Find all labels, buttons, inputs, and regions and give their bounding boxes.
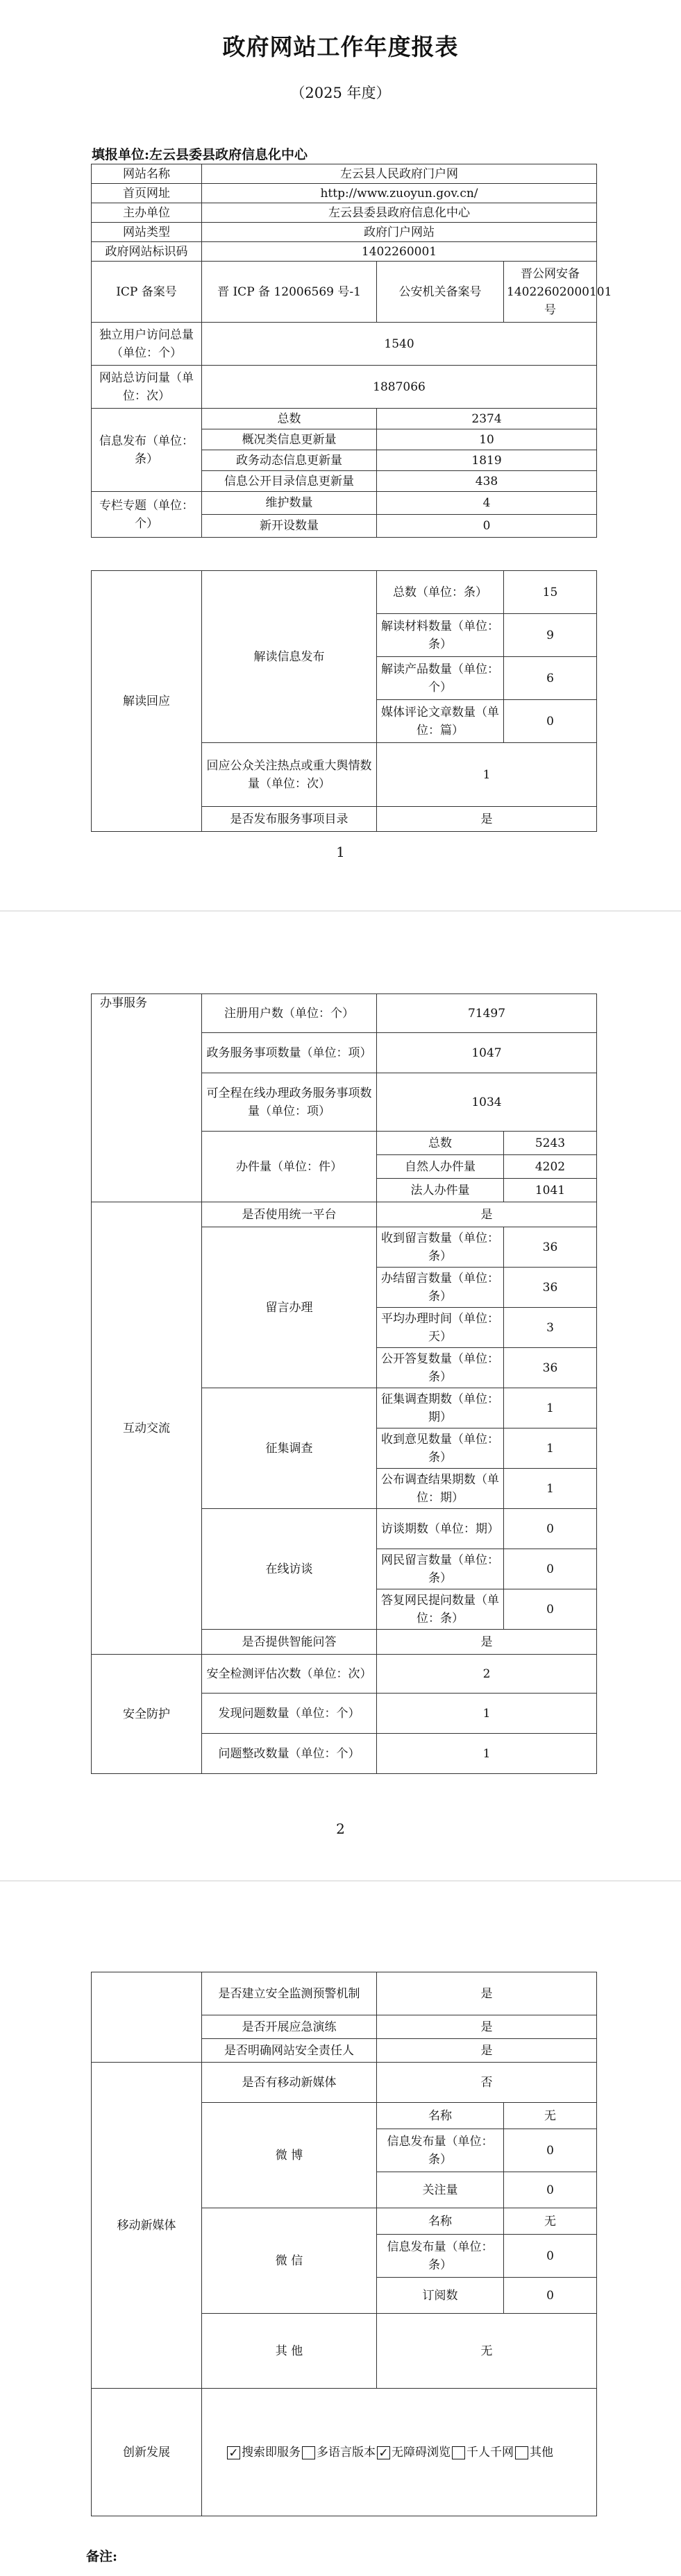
value-online-items: 1034 [377,1073,597,1132]
label-wechat-posts: 信息发布量（单位：条） [377,2235,504,2278]
value-drill: 是 [377,2015,597,2039]
notes-label: 备注: [86,2549,118,2564]
value-weibo-posts: 0 [504,2129,597,2172]
label-info-catalog: 信息公开目录信息更新量 [202,471,377,492]
label-msg-public: 公开答复数量（单位：条） [377,1348,504,1388]
page-2 [0,912,681,1880]
label-office-service: 办事服务 [92,994,202,1202]
report-table-page2 [91,993,597,1202]
option-label: 无障碍浏览 [392,2445,451,2459]
report-table-page1 [91,164,612,538]
label-home-url: 首页网址 [92,184,202,203]
value-handle-legal: 1041 [504,1179,597,1202]
label-wechat-subs: 订阅数 [377,2278,504,2314]
value-service-catalog: 是 [377,807,597,832]
label-talk-periods: 访谈期数（单位：期） [377,1509,504,1549]
value-interp-media: 0 [504,700,597,743]
value-survey-results: 1 [504,1469,597,1509]
label-info-total: 总数 [202,409,377,429]
label-handle-person: 自然人办件量 [377,1155,504,1179]
label-interaction: 互动交流 [92,1202,202,1655]
value-unified-platform: 是 [377,1202,597,1227]
label-survey: 征集调查 [202,1388,377,1509]
label-msg-recv: 收到留言数量（单位：条） [377,1227,504,1268]
value-info-news: 1819 [377,450,597,471]
value-psb: 晋公网安备 14022602000101 号 [504,262,597,323]
label-weibo-name: 名称 [377,2103,504,2129]
value-site-type: 政府门户网站 [202,223,597,242]
report-year: （2025 年度） [290,85,391,101]
innovation-options [202,2389,597,2516]
label-monitor: 是否建立安全监测预警机制 [202,1972,377,2015]
label-service-items: 政务服务事项数量（单位：项） [202,1033,377,1073]
value-msg-recv: 36 [504,1227,597,1268]
value-handle-person: 4202 [504,1155,597,1179]
label-handle: 办件量（单位：件） [202,1132,377,1202]
value-info-total: 2374 [377,409,597,429]
interaction-table [91,1202,597,1774]
value-host-unit: 左云县委县政府信息化中心 [202,203,597,223]
innovation-option[interactable] [302,2443,376,2462]
label-weibo-posts: 信息发布量（单位：条） [377,2129,504,2172]
blank-security-cont [92,1972,202,2063]
label-handle-legal: 法人办件量 [377,1179,504,1202]
label-msg-done: 办结留言数量（单位：条） [377,1268,504,1308]
value-msg-done: 36 [504,1268,597,1308]
value-service-items: 1047 [377,1033,597,1073]
label-site-type: 网站类型 [92,223,202,242]
label-interp-publish: 解读信息发布 [202,571,377,743]
page-1 [0,0,681,910]
label-other-media: 其 他 [202,2314,377,2389]
value-page-views: 1887066 [202,366,597,409]
label-interp-media: 媒体评论文章数量（单位：篇） [377,700,504,743]
value-monitor: 是 [377,1972,597,2015]
label-interp-product: 解读产品数量（单位：个） [377,657,504,700]
value-interp-respond: 1 [377,743,597,807]
value-handle-total: 5243 [504,1132,597,1155]
label-info-news: 政务动态信息更新量 [202,450,377,471]
label-innovation: 创新发展 [92,2389,202,2516]
checkbox-checked[interactable]: ✓ [227,2446,240,2459]
value-wechat-name: 无 [504,2208,597,2235]
value-weibo-followers: 0 [504,2172,597,2208]
value-sec-fixed: 1 [377,1734,597,1774]
filing-unit: 填报单位:左云县委县政府信息化中心 [92,147,308,162]
value-reg-users: 71497 [377,994,597,1033]
label-host-unit: 主办单位 [92,203,202,223]
value-survey-opinions: 1 [504,1428,597,1469]
label-icp: ICP 备案号 [92,262,202,323]
label-wechat: 微 信 [202,2208,377,2314]
value-has-mobile: 否 [377,2063,597,2103]
label-interp-respond: 回应公众关注热点或重大舆情数量（单位：次） [202,743,377,807]
value-icp: 晋 ICP 备 12006569 号-1 [202,262,377,323]
label-sec-checks: 安全检测评估次数（单位：次） [202,1655,377,1694]
label-interview: 在线访谈 [202,1509,377,1630]
label-sec-issues: 发现问题数量（单位：个） [202,1694,377,1734]
value-owner: 是 [377,2039,597,2063]
value-interp-product: 6 [504,657,597,700]
page-3 [0,1882,681,2576]
innovation-option[interactable] [377,2443,451,2462]
innovation-option[interactable] [515,2443,553,2462]
value-home-url: http://www.zuoyun.gov.cn/ [202,184,597,203]
value-sec-checks: 2 [377,1655,597,1694]
value-interp-total: 15 [504,571,597,614]
label-survey-results: 公布调查结果期数（单位：期） [377,1469,504,1509]
page-number-2: 2 [336,1820,345,1837]
value-site-id: 1402260001 [202,242,597,262]
report-table-page3 [91,1972,597,2516]
label-security: 安全防护 [92,1655,202,1774]
checkbox[interactable] [515,2446,528,2459]
label-interp-material: 解读材料数量（单位：条） [377,614,504,657]
report-title: 政府网站工作年度报表 [222,33,459,60]
label-reg-users: 注册用户数（单位：个） [202,994,377,1033]
value-site-name: 左云县人民政府门户网 [202,164,597,184]
label-wechat-name: 名称 [377,2208,504,2235]
value-talk-periods: 0 [504,1509,597,1549]
label-unified-platform: 是否使用统一平台 [202,1202,377,1227]
option-label: 多语言版本 [317,2445,376,2459]
label-topic-maint: 维护数量 [202,492,377,515]
value-msg-public: 36 [504,1348,597,1388]
label-survey-opinions: 收到意见数量（单位：条） [377,1428,504,1469]
value-topic-new: 0 [377,515,597,538]
label-interpretation: 解读回应 [92,571,202,832]
label-topics: 专栏专题（单位：个） [92,492,202,538]
value-topic-maint: 4 [377,492,597,515]
interpretation-table [91,570,597,832]
label-weibo-followers: 关注量 [377,2172,504,2208]
label-site-name: 网站名称 [92,164,202,184]
label-messages: 留言办理 [202,1227,377,1388]
label-info-publish: 信息发布（单位：条） [92,409,202,492]
label-survey-periods: 征集调查期数（单位：期） [377,1388,504,1428]
label-site-id: 政府网站标识码 [92,242,202,262]
label-mobile: 移动新媒体 [92,2063,202,2389]
value-talk-answers: 0 [504,1589,597,1630]
label-page-views: 网站总访问量（单位：次） [92,366,202,409]
innovation-option[interactable] [227,2443,301,2462]
value-talk-msgs: 0 [504,1549,597,1589]
label-sec-fixed: 问题整改数量（单位：个） [202,1734,377,1774]
value-unique-visitors: 1540 [202,323,597,366]
value-sec-issues: 1 [377,1694,597,1734]
label-has-mobile: 是否有移动新媒体 [202,2063,377,2103]
label-service-catalog: 是否发布服务事项目录 [202,807,377,832]
page-number-1: 1 [336,844,345,860]
label-msg-avg: 平均办理时间（单位：天） [377,1308,504,1348]
label-smart-qa: 是否提供智能问答 [202,1630,377,1655]
label-handle-total: 总数 [377,1132,504,1155]
value-msg-avg: 3 [504,1308,597,1348]
checkbox[interactable] [302,2446,315,2459]
label-interp-total: 总数（单位：条） [377,571,504,614]
checkbox-checked[interactable]: ✓ [377,2446,390,2459]
value-info-overview: 10 [377,429,597,450]
label-weibo: 微 博 [202,2103,377,2208]
label-talk-answers: 答复网民提问数量（单位：条） [377,1589,504,1630]
label-info-overview: 概况类信息更新量 [202,429,377,450]
innovation-option[interactable] [452,2443,514,2462]
label-topic-new: 新开设数量 [202,515,377,538]
label-drill: 是否开展应急演练 [202,2015,377,2039]
option-label: 千人千网 [466,2445,514,2459]
checkbox[interactable] [452,2446,465,2459]
label-owner: 是否明确网站安全责任人 [202,2039,377,2063]
value-info-catalog: 438 [377,471,597,492]
value-wechat-subs: 0 [504,2278,597,2314]
label-unique-visitors: 独立用户访问总量（单位：个） [92,323,202,366]
value-weibo-name: 无 [504,2103,597,2129]
label-online-items: 可全程在线办理政务服务事项数量（单位：项） [202,1073,377,1132]
value-wechat-posts: 0 [504,2235,597,2278]
value-survey-periods: 1 [504,1388,597,1428]
label-psb: 公安机关备案号 [377,262,504,323]
label-talk-msgs: 网民留言数量（单位：条） [377,1549,504,1589]
option-label: 其他 [530,2445,553,2459]
value-other-media: 无 [377,2314,597,2389]
value-smart-qa: 是 [377,1630,597,1655]
option-label: 搜索即服务 [242,2445,301,2459]
value-interp-material: 9 [504,614,597,657]
